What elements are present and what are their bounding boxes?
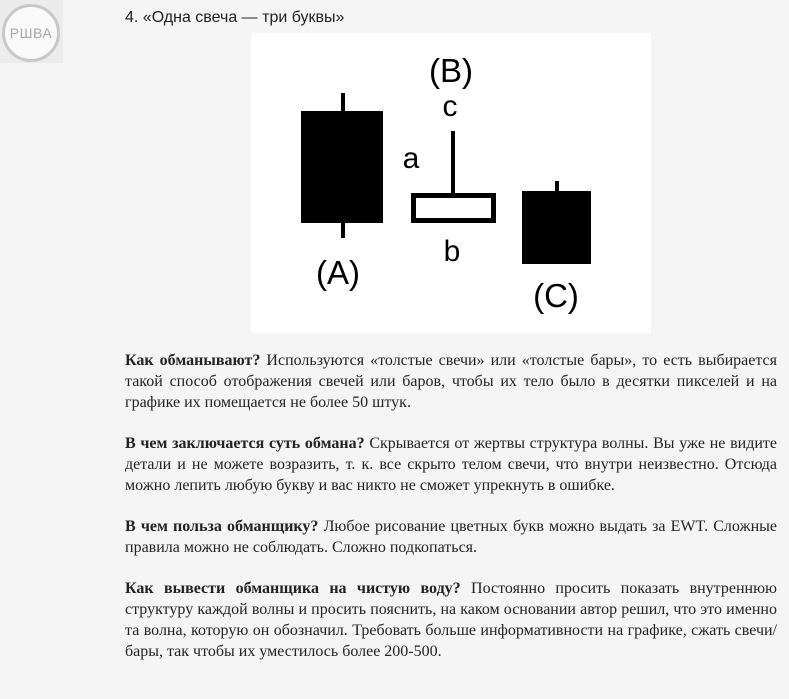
site-logo[interactable] bbox=[0, 0, 63, 63]
answer-benefit: Любое рисование цветных букв можно выдать за EWT. Сложные правила можно не соблюдать. Сложно подкопаться. bbox=[125, 518, 777, 556]
answer-essence: Скрывается от жертвы структура волны. Вы уже не видите детали и не можете возразить, т. к. все скрыто телом свечи, что внутри неизвестно. Отсюда можно лепить любую букву и вас никто не сможет упрекнуть в ошибке. bbox=[125, 435, 777, 494]
label-group-c: (C) bbox=[533, 277, 579, 314]
question-essence: В чем заключается суть обмана? bbox=[125, 435, 365, 452]
paragraph-expose bbox=[125, 578, 777, 662]
paragraph-how bbox=[125, 350, 777, 413]
candle-a-body bbox=[301, 111, 383, 223]
label-b-lower: b bbox=[443, 235, 461, 268]
paragraph-benefit bbox=[125, 516, 777, 558]
answer-expose: Постоянно просить показать внутреннюю структуру каждой волны и просить пояснить, на каком основании автор решил, что это именно та волна, которую он обозначил. Требовать больше информативности на графике, сжать свечи/бары, так чтобы их уместилось более 200-500. bbox=[125, 580, 778, 660]
article-body bbox=[125, 350, 777, 682]
label-group-a: (A) bbox=[316, 254, 360, 291]
candlestick-figure bbox=[251, 33, 651, 333]
label-group-b: (B) bbox=[429, 52, 473, 89]
question-benefit: В чем польза обманщику? bbox=[125, 518, 319, 535]
label-c-lower: c bbox=[442, 90, 458, 123]
candlestick-diagram bbox=[251, 33, 651, 333]
question-expose: Как вывести обманщика на чистую воду? bbox=[125, 580, 461, 597]
logo-text: РШВА bbox=[9, 25, 53, 41]
section-title: 4. «Одна свеча — три буквы» bbox=[125, 9, 345, 26]
label-a-lower: a bbox=[402, 142, 420, 175]
candle-b-body bbox=[414, 196, 494, 221]
logo-badge bbox=[2, 4, 60, 62]
answer-how: Используются «толстые свечи» или «толстые бары», то есть выбирается такой способ отображения свечей или баров, чтобы их тело было в десятки пикселей и на графике их помещается не более 50 штук. bbox=[125, 352, 777, 411]
paragraph-essence bbox=[125, 433, 777, 496]
question-how: Как обманывают? bbox=[125, 352, 261, 369]
candle-c-body bbox=[522, 191, 591, 264]
